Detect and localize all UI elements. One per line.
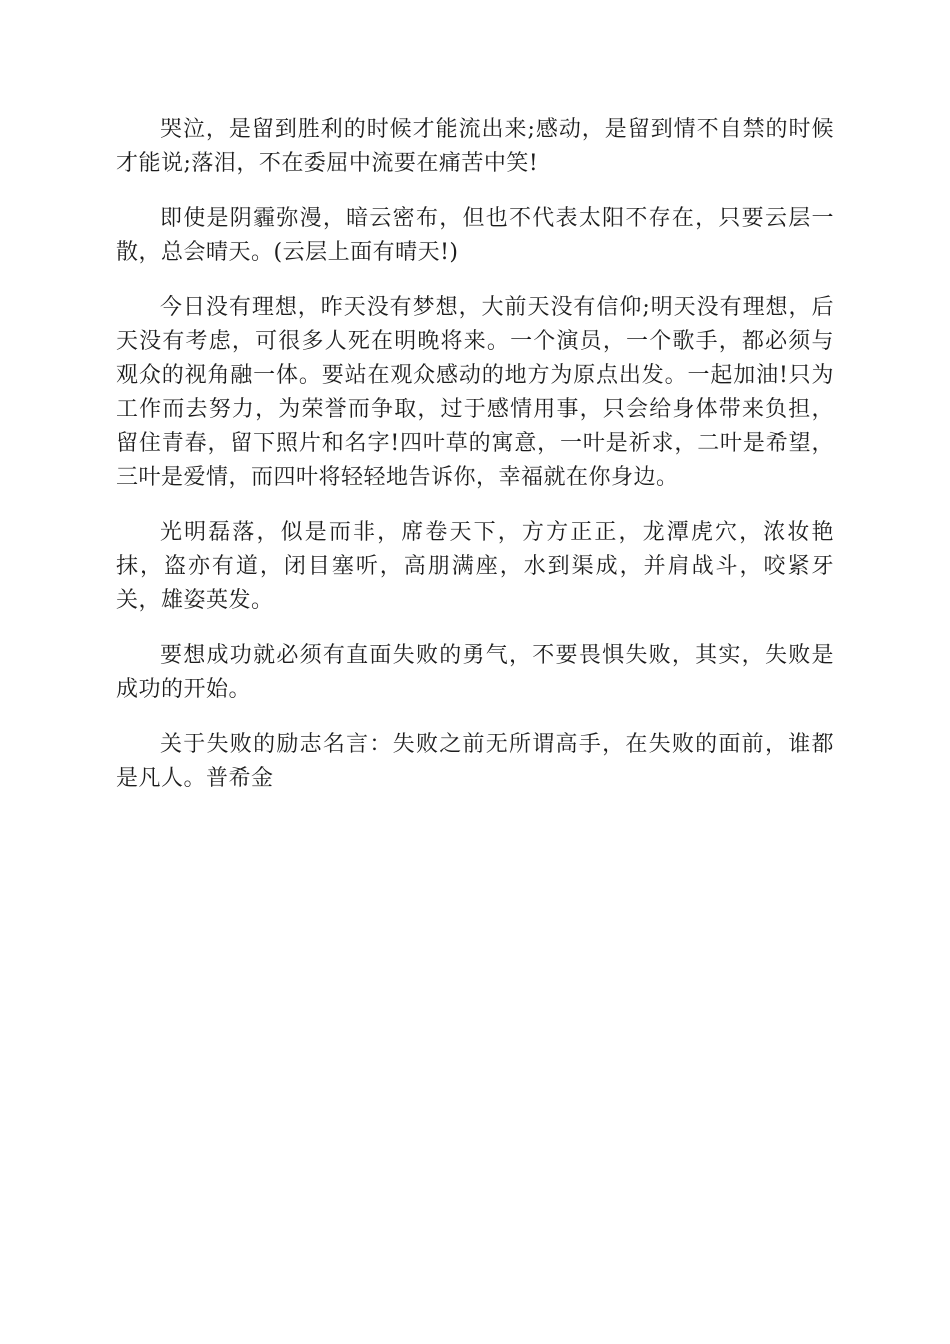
paragraph-2: 即使是阴霾弥漫，暗云密布，但也不代表太阳不存在，只要云层一散，总会晴天。(云层上面有晴天!)	[116, 206, 834, 265]
paragraph-1: 哭泣，是留到胜利的时候才能流出来;感动，是留到情不自禁的时候才能说;落泪，不在委屈中流要在痛苦中笑!	[116, 117, 834, 176]
paragraph-6: 关于失败的励志名言：失败之前无所谓高手，在失败的面前，谁都是凡人。普希金	[116, 732, 834, 791]
paragraph-4: 光明磊落，似是而非，席卷天下，方方正正，龙潭虎穴，浓妆艳抹，盗亦有道，闭目塞听，高朋满座，水到渠成，并肩战斗，咬紧牙关，雄姿英发。	[116, 520, 834, 613]
paragraph-3: 今日没有理想，昨天没有梦想，大前天没有信仰;明天没有理想，后天没有考虑，可很多人死在明晚将来。一个演员，一个歌手，都必须与观众的视角融一体。要站在观众感动的地方为原点出发。一起加油!只为工作而去努力，为荣誉而争取，过于感情用事，只会给身体带来负担，留住青春，留下照片和名字!四叶草的寓意，一叶是祈求，二叶是希望，三叶是爱情，而四叶将轻轻地告诉你，幸福就在你身边。	[116, 295, 834, 490]
paragraph-5: 要想成功就必须有直面失败的勇气，不要畏惧失败，其实，失败是成功的开始。	[116, 643, 834, 702]
document-body	[116, 113, 834, 817]
